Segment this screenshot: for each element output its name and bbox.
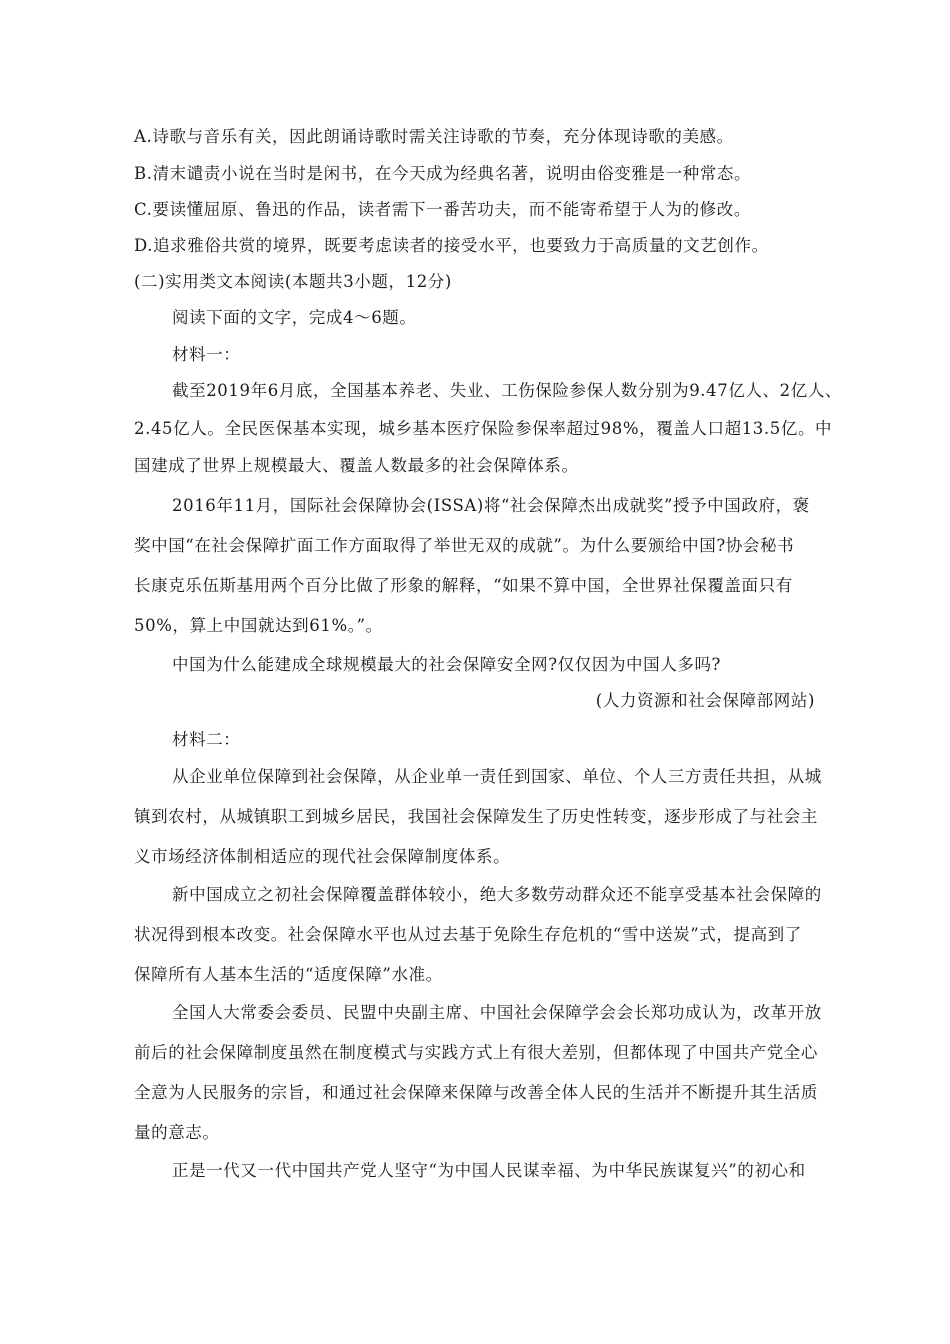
material-one-label: 材料一： (172, 345, 241, 364)
material-one-paragraph-1-line: 截至2019年6月底，全国基本养老、失业、工伤保险参保人数分别为9.47亿人、2亿人、 (172, 381, 843, 400)
material-one-paragraph-2-line: 50%，算上中国就达到61%。”。 (134, 616, 383, 635)
material-two-label: 材料二： (172, 730, 241, 749)
option-a: A.诗歌与音乐有关，因此朗诵诗歌时需关注诗歌的节奏，充分体现诗歌的美感。 (134, 127, 734, 146)
material-one-source: (人力资源和社会保障部网站) (595, 691, 815, 710)
material-one-paragraph-3: 中国为什么能建成全球规模最大的社会保障安全网?仅仅因为中国人多吗? (172, 655, 721, 674)
material-two-paragraph-3-line: 前后的社会保障制度虽然在制度模式与实践方式上有很大差别，但都体现了中国共产党全心 (134, 1043, 818, 1062)
section-heading: (二)实用类文本阅读(本题共3小题，12分) (134, 272, 452, 291)
option-b: B.清末谴责小说在当时是闲书，在今天成为经典名著，说明由俗变雅是一种常态。 (134, 164, 752, 183)
material-one-paragraph-1-line: 国建成了世界上规模最大、覆盖人数最多的社会保障体系。 (134, 456, 579, 475)
material-two-paragraph-2-line: 保障所有人基本生活的“适度保障”水准。 (134, 965, 443, 984)
material-two-paragraph-2-line: 新中国成立之初社会保障覆盖群体较小，绝大多数劳动群众还不能享受基本社会保障的 (172, 885, 822, 904)
option-d: D.追求雅俗共赏的境界，既要考虑读者的接受水平，也要致力于高质量的文艺创作。 (134, 236, 769, 255)
material-two-paragraph-3-line: 量的意志。 (134, 1123, 220, 1142)
material-two-paragraph-3-line: 全意为人民服务的宗旨，和通过社会保障来保障与改善全体人民的生活并不断提升其生活质 (134, 1083, 818, 1102)
material-two-paragraph-1-line: 义市场经济体制相适应的现代社会保障制度体系。 (134, 847, 511, 866)
material-two-paragraph-3-line: 全国人大常委会委员、民盟中央副主席、中国社会保障学会会长郑功成认为，改革开放 (172, 1003, 822, 1022)
material-one-paragraph-2-line: 奖中国“在社会保障扩面工作方面取得了举世无双的成就”。为什么要颁给中国?协会秘书 (134, 536, 795, 555)
material-two-paragraph-4-line: 正是一代又一代中国共产党人坚守“为中国人民谋幸福、为中华民族谋复兴”的初心和 (172, 1161, 806, 1180)
material-one-paragraph-2-line: 2016年11月，国际社会保障协会(ISSA)将“社会保障杰出成就奖”授予中国政府，褒 (172, 496, 810, 515)
material-two-paragraph-1-line: 从企业单位保障到社会保障，从企业单一责任到国家、单位、个人三方责任共担，从城 (172, 767, 822, 786)
material-one-paragraph-1-line: 2.45亿人。全民医保基本实现，城乡基本医疗保险参保率超过98%，覆盖人口超13.5亿。中 (134, 419, 833, 438)
section-instruction: 阅读下面的文字，完成4～6题。 (172, 308, 417, 327)
material-two-paragraph-1-line: 镇到农村，从城镇职工到城乡居民，我国社会保障发生了历史性转变，逐步形成了与社会主 (134, 807, 818, 826)
material-one-paragraph-2-line: 长康克乐伍斯基用两个百分比做了形象的解释，“如果不算中国，全世界社保覆盖面只有 (134, 576, 793, 595)
material-two-paragraph-2-line: 状况得到根本改变。社会保障水平也从过去基于免除生存危机的“雪中送炭”式，提高到了 (134, 925, 802, 944)
option-c: C.要读懂屈原、鲁迅的作品，读者需下一番苦功夫，而不能寄希望于人为的修改。 (134, 200, 751, 219)
